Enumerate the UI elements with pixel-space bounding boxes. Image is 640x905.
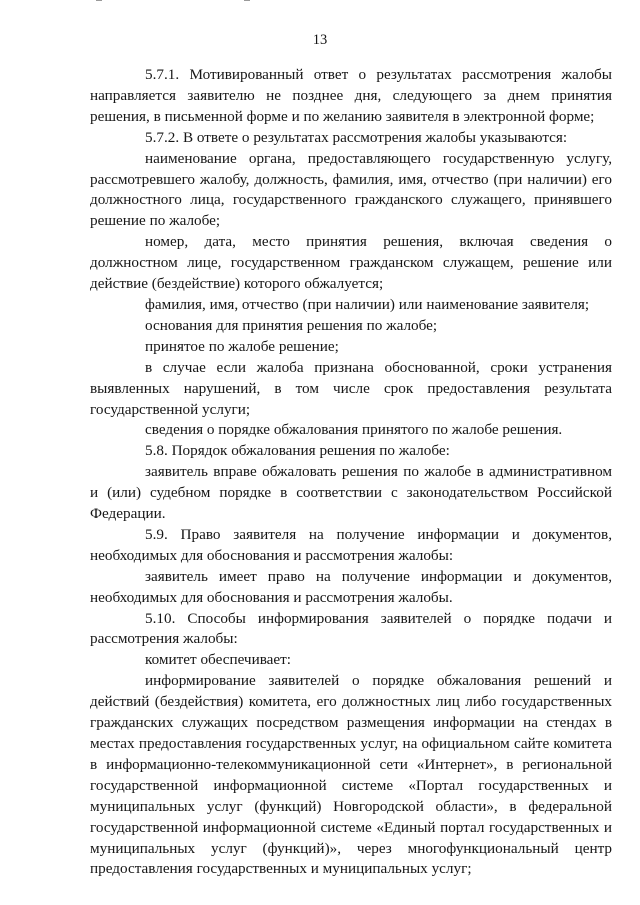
list-item-decision: принятое по жалобе решение; [145, 337, 339, 355]
page-number: 13 [312, 32, 328, 48]
scan-mark [96, 0, 102, 1]
list-item-remedy-terms: в случае если жалоба признана обоснованной, сроки устранения выявленных нарушений, в том числе срок предоставления результата государственной услуги; [90, 358, 612, 418]
paragraph-information-right: заявитель имеет право на получение информации и документов, необходимых для обоснования и рассмотрения жалобы. [90, 567, 612, 606]
paragraph-5-10: 5.10. Способы информирования заявителей о порядке подачи и рассмотрения жалобы: [90, 609, 612, 648]
paragraph-appeal-right: заявитель вправе обжаловать решения по жалобе в административном и (или) судебном порядке в соответствии с законодательством Российской Федерации. [90, 463, 612, 523]
paragraph-5-8: 5.8. Порядок обжалования решения по жалобе: [145, 442, 450, 460]
list-item-appeal-info: сведения о порядке обжалования принятого по жалобе решения. [145, 421, 563, 439]
document-body [90, 65, 612, 880]
list-item-decision-grounds: основания для принятия решения по жалобе; [145, 316, 438, 334]
paragraph-5-7-1: 5.7.1. Мотивированный ответ о результатах рассмотрения жалобы направляется заявителю не позднее дня, следующего за днем принятия решения, в письменной форме и по желанию заявителя в электронной форме; [90, 66, 612, 125]
paragraph-informing-methods: информирование заявителей о порядке обжалования решений и действий (бездействия) комитета, его должностных лиц либо государственных гражданских служащих посредством размещения информации на стендах в местах предоставления государственных услуг, на официальном сайте комитета в информационно-телекоммуникационной сети «Интернет», в региональной государственной информационной системе «Портал государственных и муниципальных услуг (функций) Новгородской области», в федеральной государственной информационной системе «Единый портал государственных и муниципальных услуг (функций)», через многофункциональный центр предоставления государственных и муниципальных услуг; [90, 672, 612, 878]
list-item-applicant-name: фамилия, имя, отчество (при наличии) или наименование заявителя; [145, 295, 590, 313]
list-item-decision-details: номер, дата, место принятия решения, включая сведения о должностном лице, государственном гражданском служащем, решение или действие (бездействие) которого обжалуется; [90, 233, 612, 293]
paragraph-5-7-2: 5.7.2. В ответе о результатах рассмотрения жалобы указываются: [145, 128, 568, 146]
scan-mark [244, 0, 250, 1]
paragraph-committee-provides: комитет обеспечивает: [145, 651, 292, 669]
paragraph-5-9: 5.9. Право заявителя на получение информации и документов, необходимых для обоснования и рассмотрения жалобы: [90, 525, 612, 564]
list-item-organ-name: наименование органа, предоставляющего государственную услугу, рассмотревшего жалобу, должность, фамилия, имя, отчество (при наличии) его должностного лица, государственного гражданского служащего, принявшего решение по жалобе; [90, 149, 612, 230]
